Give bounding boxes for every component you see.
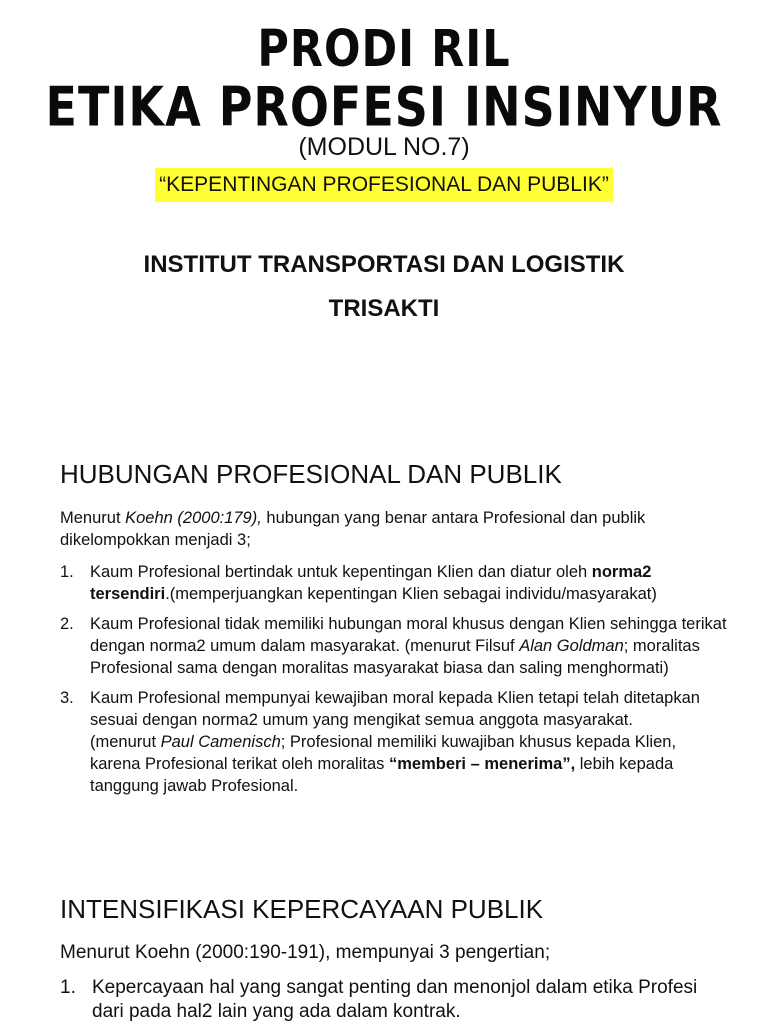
title-line-1: PRODI RIL bbox=[257, 20, 511, 79]
list-item bbox=[60, 613, 730, 679]
section1-heading: HUBUNGAN PROFESIONAL DAN PUBLIK bbox=[60, 459, 562, 489]
intro-citation: Koehn (2000:179), bbox=[125, 509, 262, 527]
item-emphasis: “memberi – menerima”, bbox=[388, 755, 576, 773]
item-text-part: ; Profesional memiliki kuwajiban khusus kepada Klien, karena Profesional terikat oleh moralitas bbox=[90, 733, 677, 773]
item-text bbox=[90, 561, 730, 605]
institution-line-1: INSTITUT TRANSPORTASI DAN LOGISTIK bbox=[143, 251, 625, 278]
section1-list bbox=[60, 561, 730, 805]
section1-intro bbox=[60, 507, 720, 551]
highlighted-subtitle: “KEPENTINGAN PROFESIONAL DAN PUBLIK” bbox=[155, 168, 613, 202]
list-item bbox=[60, 561, 730, 605]
item-text-part: Kaum Profesional tidak memiliki hubungan moral khusus dengan Klien sehingga terikat dengan norma2 umum dalam masyarakat. (menurut Filsuf bbox=[90, 615, 727, 655]
list-item bbox=[60, 687, 730, 797]
item-citation: Paul Camenisch bbox=[160, 733, 281, 751]
institution-line-2: TRISAKTI bbox=[328, 295, 440, 322]
subtitle-wrap bbox=[0, 168, 768, 202]
item-number: 1. bbox=[60, 563, 74, 581]
item-number: 2. bbox=[60, 615, 74, 633]
item-text-part: .(memperjuangkan kepentingan Klien sebagai individu/masyarakat) bbox=[165, 585, 657, 603]
modul-label: (MODUL NO.7) bbox=[298, 133, 470, 161]
list-item bbox=[60, 976, 730, 1024]
section2-list bbox=[60, 976, 730, 1024]
item-text-part: lebih kepada tanggung jawab Profesional. bbox=[90, 755, 674, 795]
item-emphasis: norma2 tersendiri bbox=[90, 563, 652, 603]
item-text-part: ; moralitas Profesional sama dengan moralitas masyarakat biasa dan saling menghormati) bbox=[90, 637, 700, 677]
section2-intro: Menurut Koehn (2000:190-191), mempunyai 3 pengertian; bbox=[60, 942, 551, 963]
item-text-part: Kaum Profesional bertindak untuk kepentingan Klien dan diatur oleh bbox=[90, 563, 592, 581]
intro-rest: hubungan yang benar antara Profesional dan publik dikelompokkan menjadi 3; bbox=[60, 509, 646, 549]
item-text: Kepercayaan hal yang sangat penting dan menonjol dalam etika Profesi dari pada hal2 lain yang ada dalam kontrak. bbox=[92, 977, 698, 1022]
item-citation: Alan Goldman bbox=[519, 637, 624, 655]
title-line-2: ETIKA PROFESI INSINYUR bbox=[45, 75, 723, 139]
item-number: 3. bbox=[60, 689, 74, 707]
item-text-part: Kaum Profesional mempunyai kewajiban moral kepada Klien tetapi telah ditetapkan sesuai dengan norma2 umum yang mengikat semua anggota masyarakat. (menurut bbox=[90, 689, 705, 751]
intro-prefix: Menurut bbox=[60, 509, 126, 527]
item-text bbox=[90, 687, 730, 797]
section2-heading: INTENSIFIKASI KEPERCAYAAN PUBLIK bbox=[60, 894, 544, 924]
item-number: 1. bbox=[60, 977, 76, 998]
item-text bbox=[90, 613, 730, 679]
